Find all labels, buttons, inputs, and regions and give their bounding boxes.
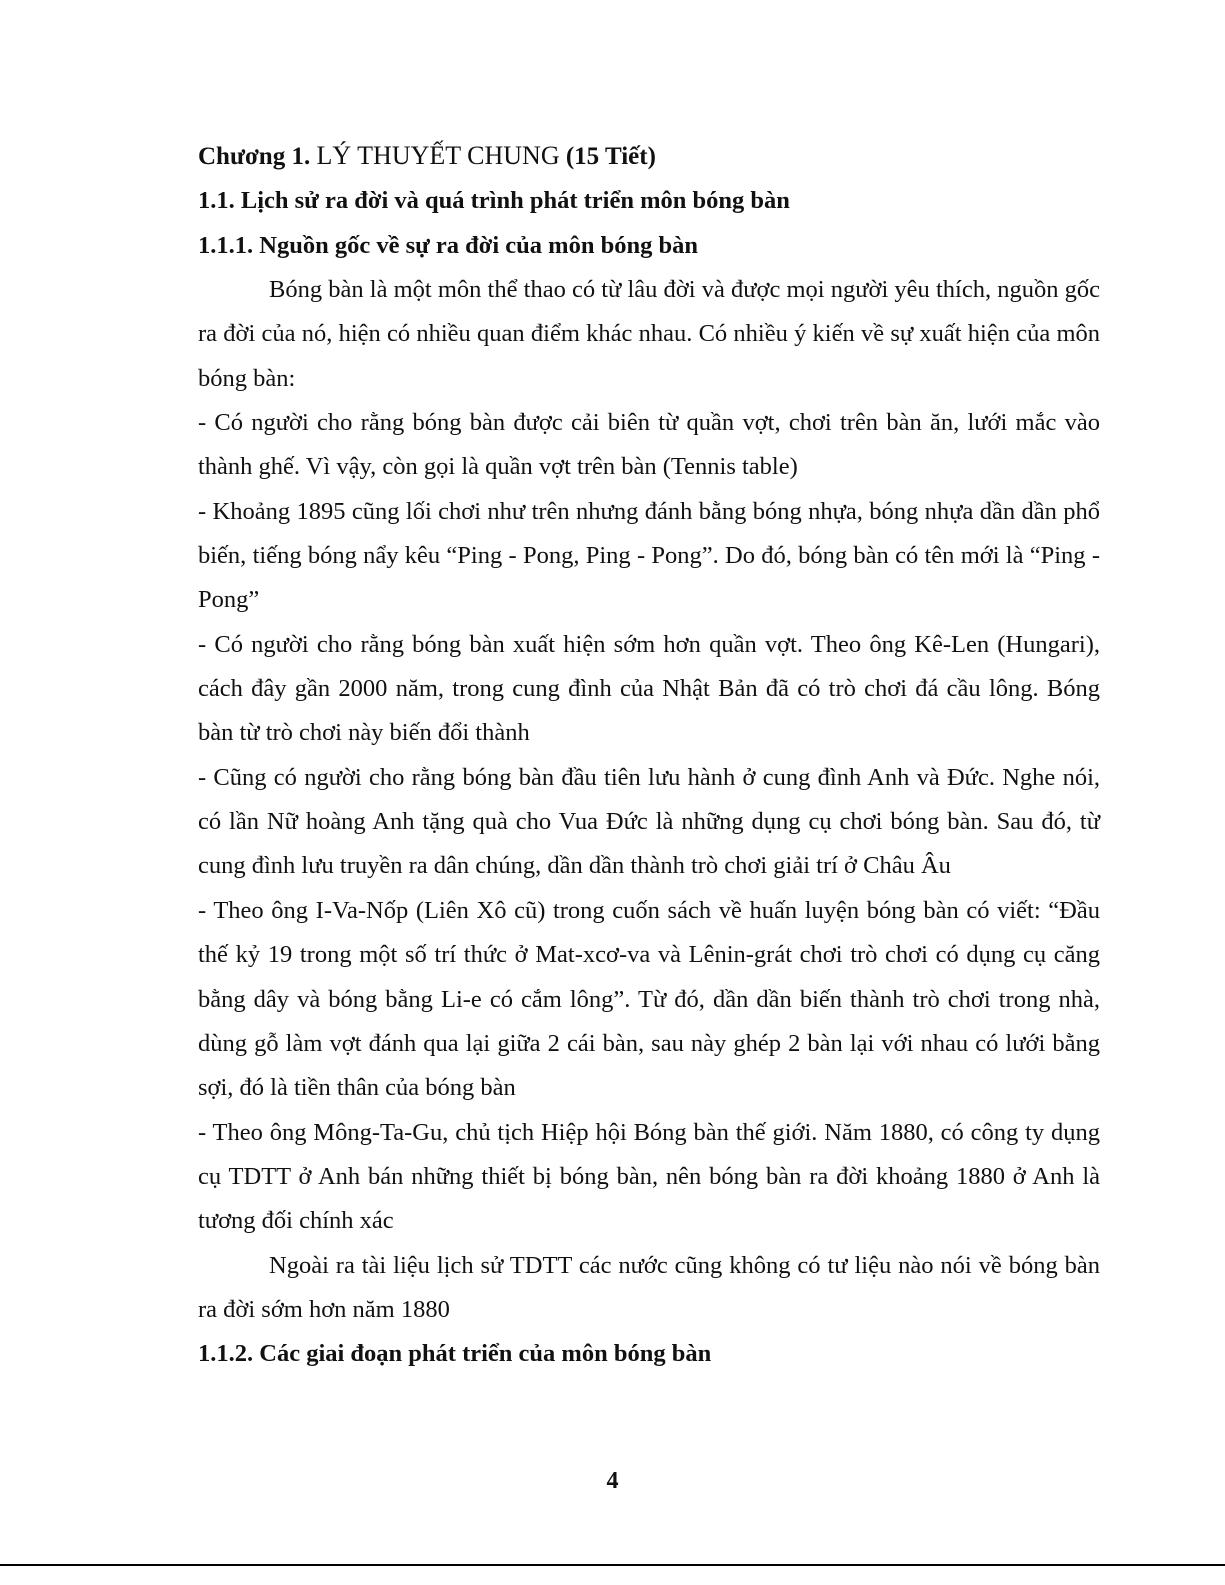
page-content [198,134,1100,1377]
page-number: 4 [606,1468,619,1494]
section-heading-1-1-2: 1.1.2. Các giai đoạn phát triển của môn bóng bàn [198,1340,712,1368]
page-bottom-border [0,1564,1225,1566]
paragraph-mong-ta-gu: - Theo ông Mông-Ta-Gu, chủ tịch Hiệp hội Bóng bàn thế giới. Năm 1880, có công ty dụng cụ TDTT ở Anh bán những thiết bị bóng bàn, nên bóng bàn ra đời khoảng 1880 ở Anh là tương đối chính xác [198,1118,1100,1235]
paragraph-england-germany: - Cũng có người cho rằng bóng bàn đầu tiên lưu hành ở cung đình Anh và Đức. Nghe nói, có lần Nữ hoàng Anh tặng quà cho Vua Đức là những dụng cụ chơi bóng bàn. Sau đó, từ cung đình lưu truyền ra dân chúng, dần dần thành trò chơi giải trí ở Châu Âu [198,763,1100,880]
paragraph-conclusion: Ngoài ra tài liệu lịch sử TDTT các nước cũng không có tư liệu nào nói về bóng bàn ra đời sớm hơn năm 1880 [198,1251,1100,1323]
paragraph-i-va-nop: - Theo ông I-Va-Nốp (Liên Xô cũ) trong cuốn sách về huấn luyện bóng bàn có viết: “Đầu thế kỷ 19 trong một số trí thức ở Mat-xcơ-va và Lênin-grát chơi trò chơi có dụng cụ căng bằng dây và bóng bằng Li-e có cắm lông”. Từ đó, dần dần biến thành trò chơi trong nhà, dùng gỗ làm vợt đánh qua lại giữa 2 cái bàn, sau này ghép 2 bàn lại với nhau có lưới bằng sợi, đó là tiền thân của bóng bàn [198,896,1100,1102]
section-heading-1-1: 1.1. Lịch sử ra đời và quá trình phát triển môn bóng bàn [198,187,790,214]
paragraph-tennis-origin: - Có người cho rằng bóng bàn được cải biên từ quần vợt, chơi trên bàn ăn, lưới mắc vào thành ghế. Vì vậy, còn gọi là quần vợt trên bàn (Tennis table) [198,409,1100,481]
paragraph-ke-len: - Có người cho rằng bóng bàn xuất hiện sớm hơn quần vợt. Theo ông Kê-Len (Hungari), cách đây gần 2000 năm, trong cung đình của Nhật Bản đã có trò chơi đá cầu lông. Bóng bàn từ trò chơi này biến đổi thành [198,630,1100,747]
chapter-prefix: Chương 1. [198,143,311,170]
chapter-title [198,134,1100,179]
chapter-name: LÝ THUYẾT CHUNG [316,141,560,170]
section-heading-1-1-1: 1.1.1. Nguồn gốc về sự ra đời của môn bóng bàn [198,231,698,259]
paragraph-ping-pong: - Khoảng 1895 cũng lối chơi như trên nhưng đánh bằng bóng nhựa, bóng nhựa dần dần phổ biến, tiếng bóng nẩy kêu “Ping - Pong, Ping - Pong”. Do đó, bóng bàn có tên mới là “Ping - Pong” [198,497,1100,614]
paragraph-intro: Bóng bàn là một môn thể thao có từ lâu đời và được mọi người yêu thích, nguồn gốc ra đời của nó, hiện có nhiều quan điểm khác nhau. Có nhiều ý kiến về sự xuất hiện của môn bóng bàn: [198,276,1100,392]
chapter-periods: (15 Tiết) [565,143,656,170]
